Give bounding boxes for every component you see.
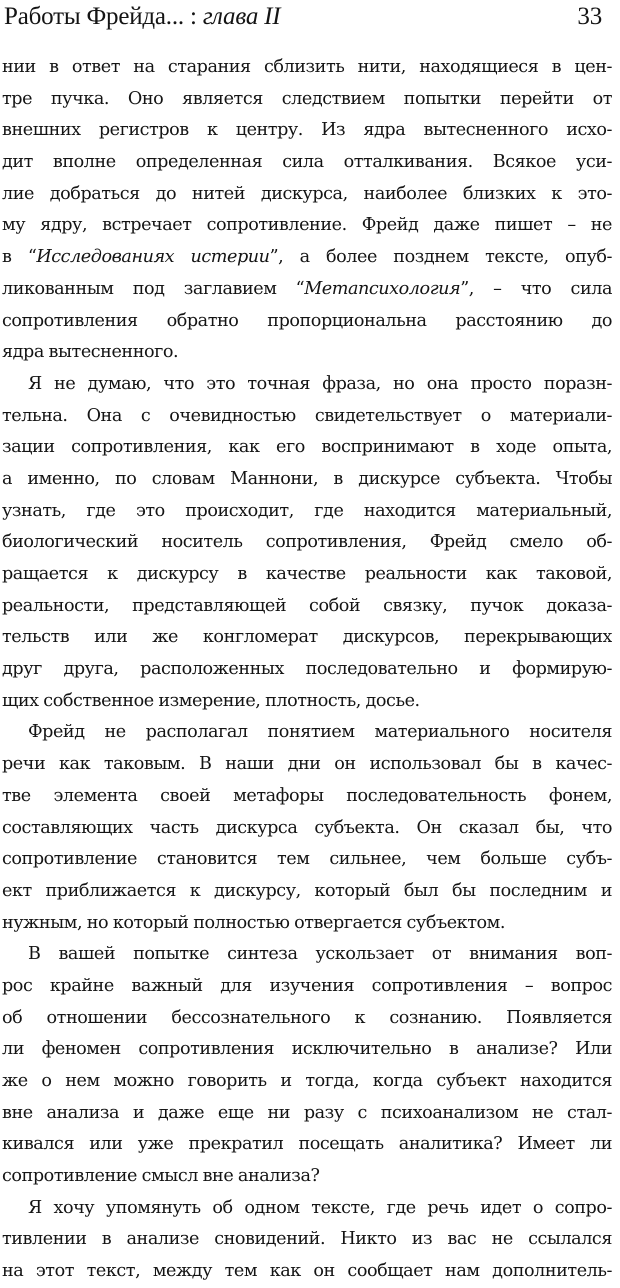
text-line: биологический носитель сопротивления, Фрейд смело об- (2, 532, 612, 553)
text-line: лие добраться до нитей дискурса, наиболее близких к это- (2, 183, 612, 204)
text-line: внешних регистров к центру. Из ядра вытесненного исхо- (2, 120, 612, 141)
text-line: составляющих часть дискурса субъекта. Он сказал бы, что (2, 817, 612, 838)
text-line: Я не думаю, что это точная фраза, но она просто поразн- (28, 373, 612, 394)
text-line: ект приближается к дискурсу, который был бы последним и (2, 880, 612, 901)
text-line: тельств или же конгломерат дискурсов, перекрывающих (2, 627, 612, 648)
chapter-title: Работы Фрейда... : глава II (4, 3, 281, 30)
text-line: кивался или уже прекратил посещать аналитика? Имеет ли (2, 1134, 612, 1155)
text-fragment: ”, – что сила (460, 278, 612, 299)
text-line: речи как таковым. В наши дни он использовал бы в качес- (2, 754, 612, 775)
text-line: тивлении в анализе сновидений. Никто из вас не ссылался (2, 1229, 612, 1250)
running-head (2, 0, 614, 44)
text-line: сопротивление смысл вне анализа? (2, 1166, 320, 1187)
text-line (2, 274, 612, 306)
text-line: Фрейд не располагал понятием материального носителя (28, 722, 612, 743)
text-line: рос крайне важный для изучения сопротивления – вопрос (2, 975, 612, 996)
text-line: об отношении бессознательного к сознанию. Появляется (2, 1007, 612, 1028)
text-line: тре пучка. Оно является следствием попытки перейти от (2, 88, 612, 109)
text-line (2, 242, 612, 274)
text-line: му ядру, встречает сопротивление. Фрейд даже пишет – не (2, 215, 612, 236)
text-fragment: в “ (2, 247, 37, 268)
text-line: реальности, представляющей собой связку, пучок доказа- (2, 595, 612, 616)
text-line: зации сопротивления, как его воспринимают в ходе опыта, (2, 437, 612, 458)
text-line: сопротивление становится тем сильнее, чем больше субъ- (2, 849, 612, 870)
text-line: тельна. Она с очевидностью свидетельствует о материали- (2, 405, 612, 426)
text-line: нии в ответ на старания сблизить нити, находящиеся в цен- (2, 57, 612, 77)
page-number: 33 (577, 3, 602, 30)
text-line: сопротивления обратно пропорциональна расстоянию до (2, 310, 612, 331)
text-line: Я хочу упомянуть об одном тексте, где речь идет о сопро- (28, 1197, 612, 1218)
text-line: вне анализа и даже еще ни разу с психоанализом не стал- (2, 1102, 612, 1123)
text-fragment: ”, а более позднем тексте, опуб- (269, 247, 612, 268)
text-line: ли феномен сопротивления исключительно в анализе? Или (2, 1039, 612, 1060)
text-line: дит вполне определенная сила отталкивания. Всякое уси- (2, 152, 612, 173)
text-line: узнать, где это происходит, где находится материальный, (2, 500, 612, 521)
italic-title: Исследованиях истерии (36, 247, 270, 268)
text-fragment: ликованным под заглавием “ (2, 278, 305, 299)
text-line: ращается к дискурсу в качестве реальности как таковой, (2, 564, 612, 584)
text-line: щих собственное измерение, плотность, досье. (2, 690, 420, 711)
text-line: тве элемента своей метафоры последовательность фонем, (2, 785, 612, 806)
body-text (2, 52, 612, 1288)
text-line: на этот текст, между тем как он сообщает нам дополнитель- (2, 1261, 612, 1282)
text-line: друг друга, расположенных последовательно и формирую- (2, 659, 612, 680)
text-line: а именно, по словам Маннони, в дискурсе субъекта. Чтобы (2, 468, 612, 489)
text-line: ядра вытесненного. (2, 342, 179, 363)
text-line: же о нем можно говорить и тогда, когда субъект находится (2, 1071, 612, 1091)
italic-title: Метапсихология (304, 278, 461, 299)
text-line: нужным, но который полностью отвергается субъектом. (2, 912, 506, 933)
text-line: В вашей попытке синтеза ускользает от внимания воп- (28, 944, 612, 965)
